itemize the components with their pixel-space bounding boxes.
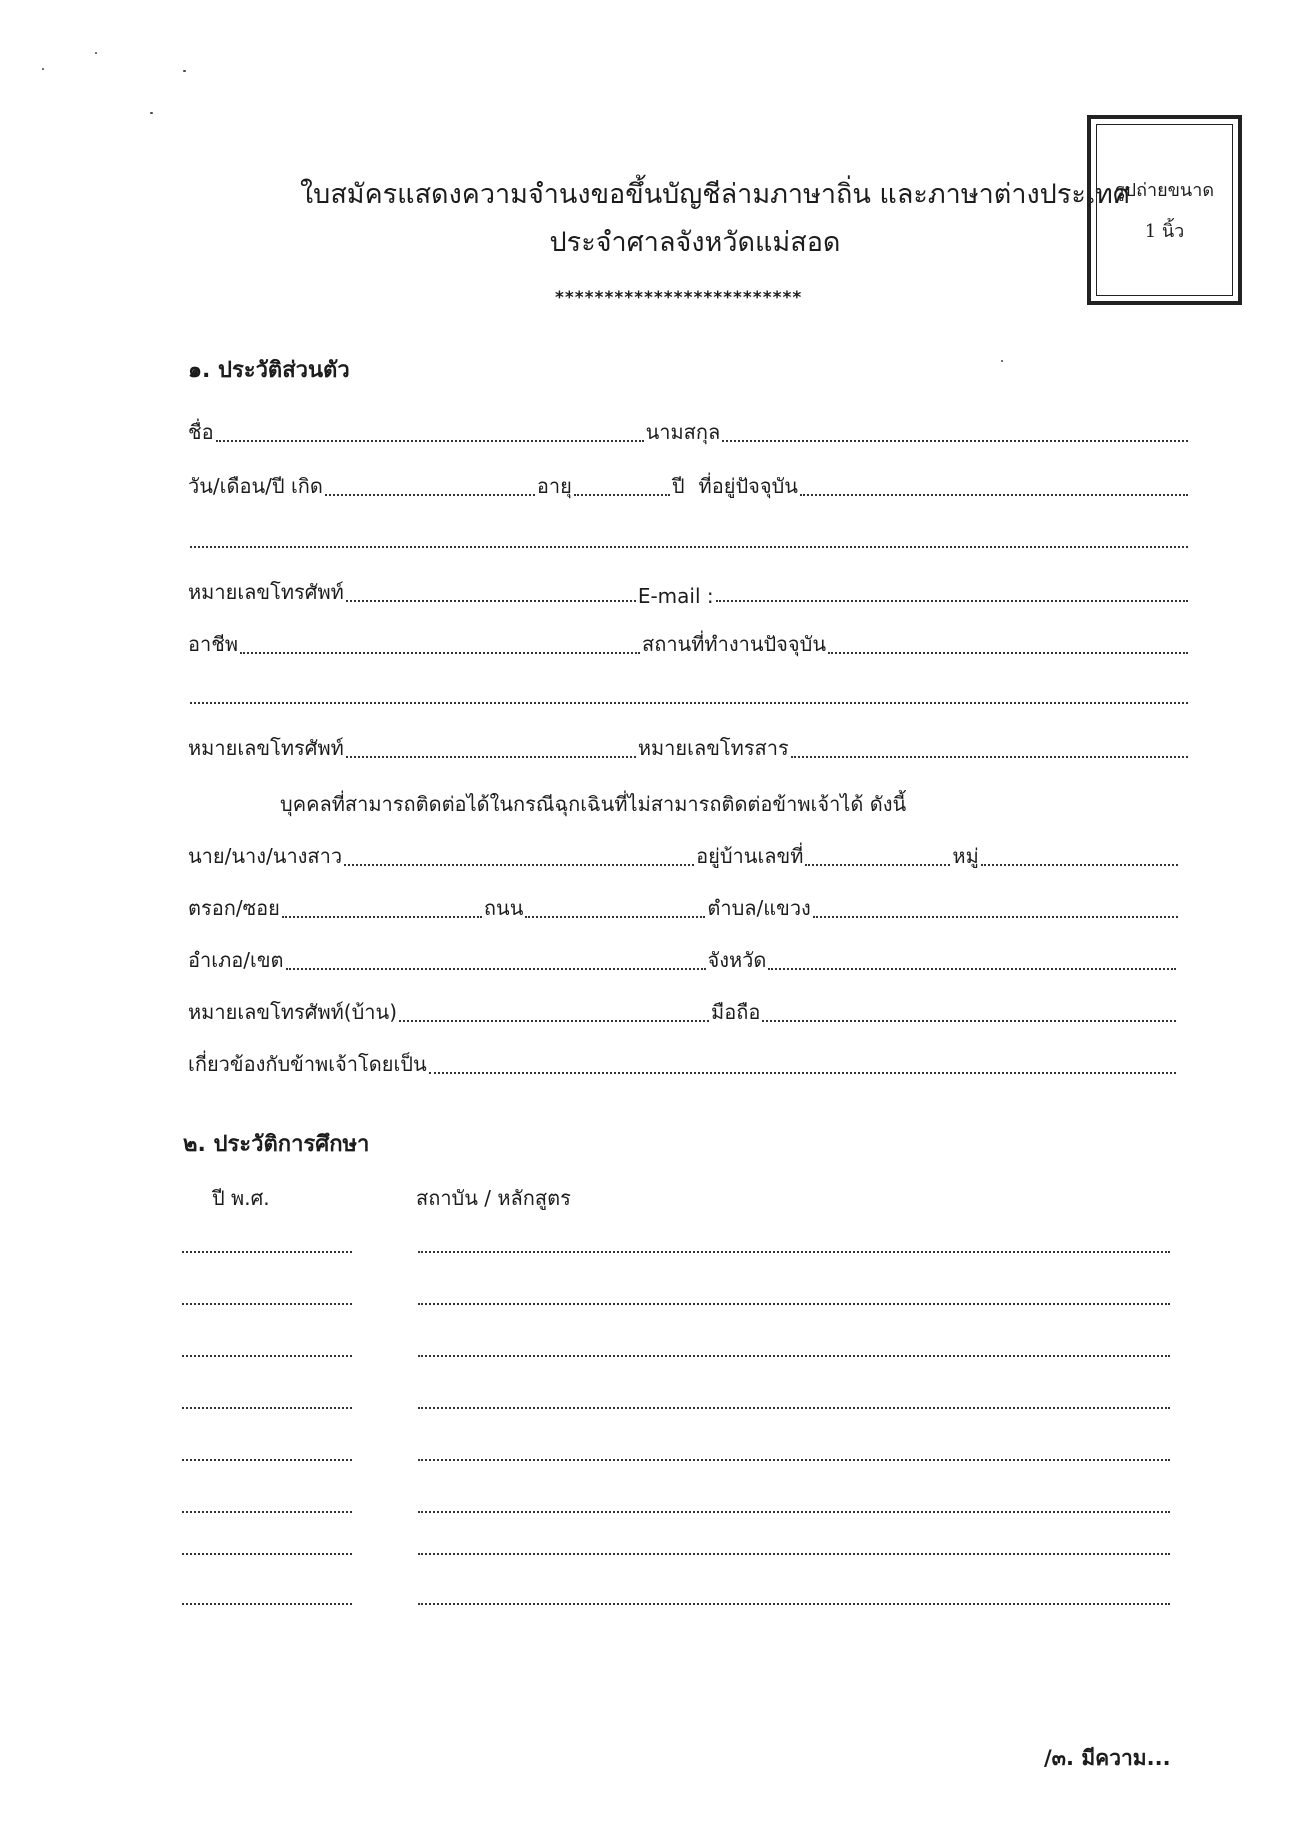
education-year-field[interactable] bbox=[182, 1302, 352, 1305]
education-year-field[interactable] bbox=[182, 1510, 352, 1513]
address-field[interactable] bbox=[800, 493, 1188, 496]
row-name bbox=[188, 418, 1190, 448]
workplace-label: สถานที่ทำงานปัจจุบัน bbox=[642, 632, 826, 656]
education-year-field[interactable] bbox=[182, 1250, 352, 1253]
occupation-field[interactable] bbox=[240, 651, 640, 654]
district-field[interactable] bbox=[286, 967, 706, 970]
phone-label: หมายเลขโทรศัพท์ bbox=[188, 580, 344, 604]
fax-label: หมายเลขโทรสาร bbox=[637, 736, 789, 760]
row-work-contact bbox=[188, 734, 1190, 764]
subdistrict-label: ตำบล/แขวง bbox=[707, 896, 811, 920]
fax-field[interactable] bbox=[791, 755, 1188, 758]
education-institution-field[interactable] bbox=[418, 1406, 1170, 1409]
emergency-name-field[interactable] bbox=[344, 863, 694, 866]
district-label: อำเภอ/เขต bbox=[188, 948, 284, 972]
phone-field[interactable] bbox=[346, 599, 636, 602]
last-name-field[interactable] bbox=[722, 439, 1188, 442]
education-year-field[interactable] bbox=[182, 1602, 352, 1605]
work-phone-label: หมายเลขโทรศัพท์ bbox=[188, 736, 344, 760]
age-label: อายุ bbox=[536, 474, 572, 498]
email-field[interactable] bbox=[716, 599, 1188, 602]
education-year-field[interactable] bbox=[182, 1458, 352, 1461]
scan-speck bbox=[42, 68, 44, 70]
education-year-field[interactable] bbox=[182, 1552, 352, 1555]
first-name-field[interactable] bbox=[216, 439, 644, 442]
home-phone-label: หมายเลขโทรศัพท์(บ้าน) bbox=[188, 1000, 398, 1024]
subdistrict-field[interactable] bbox=[813, 915, 1178, 918]
form-title-line2: ประจำศาลจังหวัดแม่สอด bbox=[549, 227, 841, 258]
occupation-label: อาชีพ bbox=[188, 632, 238, 656]
years-label: ปี bbox=[671, 474, 685, 498]
education-year-field[interactable] bbox=[182, 1406, 352, 1409]
province-field[interactable] bbox=[768, 967, 1176, 970]
workplace-field[interactable] bbox=[828, 651, 1188, 654]
age-field[interactable] bbox=[574, 493, 670, 496]
row-emergency-phone bbox=[188, 998, 1178, 1028]
education-institution-field[interactable] bbox=[418, 1458, 1170, 1461]
title-name-label: นาย/นาง/นางสาว bbox=[188, 844, 343, 868]
education-institution-field[interactable] bbox=[418, 1250, 1170, 1253]
education-year-header: ปี พ.ศ. bbox=[212, 1186, 270, 1210]
road-label: ถนน bbox=[483, 896, 524, 920]
row-emergency-street bbox=[188, 894, 1180, 924]
photo-size-value: 1 นิ้ว bbox=[1144, 221, 1185, 242]
education-institution-field[interactable] bbox=[418, 1602, 1170, 1605]
scan-speck bbox=[183, 70, 186, 72]
email-label: E-mail : bbox=[637, 584, 714, 608]
education-year-field[interactable] bbox=[182, 1354, 352, 1357]
soi-label: ตรอก/ซอย bbox=[188, 896, 280, 920]
row-birth bbox=[188, 472, 1190, 502]
photo-box bbox=[1087, 115, 1242, 305]
birth-date-field[interactable] bbox=[325, 493, 535, 496]
address-label: ที่อยู่ปัจจุบัน bbox=[698, 474, 798, 498]
work-phone-field[interactable] bbox=[346, 755, 636, 758]
row-emergency-district bbox=[188, 946, 1178, 976]
education-institution-field[interactable] bbox=[418, 1510, 1170, 1513]
education-institution-header: สถาบัน / หลักสูตร bbox=[416, 1186, 571, 1210]
photo-box-inner bbox=[1096, 124, 1233, 296]
soi-field[interactable] bbox=[282, 915, 482, 918]
birth-date-label: วัน/เดือน/ปี เกิด bbox=[188, 474, 323, 498]
last-name-label: นามสกุล bbox=[645, 420, 721, 444]
home-phone-field[interactable] bbox=[399, 1019, 709, 1022]
scan-speck bbox=[95, 52, 97, 54]
education-institution-field[interactable] bbox=[418, 1302, 1170, 1305]
title-divider: ************************* bbox=[555, 288, 803, 308]
scan-speck bbox=[150, 112, 153, 114]
house-no-field[interactable] bbox=[805, 863, 950, 866]
moo-label: หมู่ bbox=[952, 844, 979, 868]
section-personal-heading: ๑. ประวัติส่วนตัว bbox=[188, 358, 350, 383]
moo-field[interactable] bbox=[981, 863, 1178, 866]
row-address-continued bbox=[188, 524, 1190, 554]
row-emergency-name bbox=[188, 842, 1180, 872]
mobile-field[interactable] bbox=[762, 1019, 1176, 1022]
page-continuation: /๓. มีความ... bbox=[1044, 1746, 1171, 1770]
first-name-label: ชื่อ bbox=[188, 420, 214, 444]
relation-label: เกี่ยวข้องกับข้าพเจ้าโดยเป็น bbox=[188, 1052, 427, 1076]
emergency-contact-intro: บุคคลที่สามารถติดต่อได้ในกรณีฉุกเฉินที่ไม่สามารถติดต่อข้าพเจ้าได้ ดังนี้ bbox=[280, 792, 907, 816]
photo-size-label: รูปถ่ายขนาด bbox=[1114, 180, 1215, 201]
form-title-line1: ใบสมัครแสดงความจำนงขอขึ้นบัญชีล่ามภาษาถิ่น และภาษาต่างประเทศ bbox=[300, 179, 1130, 210]
section-education-heading: ๒. ประวัติการศึกษา bbox=[183, 1132, 370, 1157]
row-workplace-continued bbox=[188, 680, 1190, 710]
mobile-label: มือถือ bbox=[711, 1000, 761, 1024]
row-emergency-relation bbox=[188, 1050, 1178, 1080]
row-occupation bbox=[188, 630, 1190, 660]
house-no-label: อยู่บ้านเลขที่ bbox=[696, 844, 804, 868]
address-field-line2[interactable] bbox=[190, 545, 1188, 548]
road-field[interactable] bbox=[525, 915, 705, 918]
row-contact bbox=[188, 578, 1190, 608]
workplace-field-line2[interactable] bbox=[190, 701, 1188, 704]
relation-field[interactable] bbox=[429, 1071, 1176, 1074]
province-label: จังหวัด bbox=[707, 948, 767, 972]
education-institution-field[interactable] bbox=[418, 1354, 1170, 1357]
education-institution-field[interactable] bbox=[418, 1552, 1170, 1555]
scan-speck bbox=[1001, 360, 1003, 362]
